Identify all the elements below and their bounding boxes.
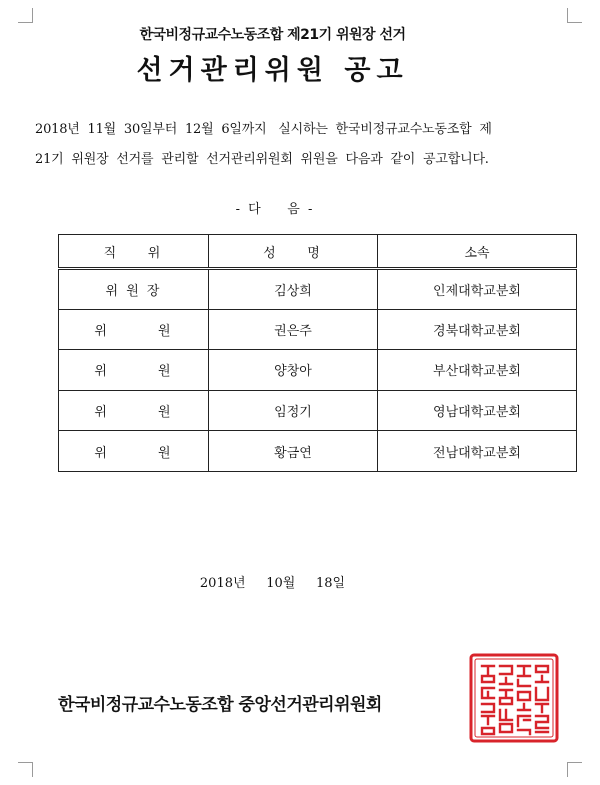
cell-position: 위 원 [59, 309, 209, 350]
header-position: 직 위 [59, 235, 209, 269]
table-header-row [59, 235, 577, 269]
document-subtitle: 한국비정규교수노동조합 제21기 위원장 선거 [139, 27, 406, 43]
crop-mark-top-left [18, 8, 33, 23]
table-row [59, 269, 577, 310]
table-row [59, 431, 577, 472]
cell-affiliation: 전남대학교분회 [378, 431, 577, 472]
header-affiliation: 소속 [378, 235, 577, 269]
cell-position: 위 원 [59, 431, 209, 472]
table-row [59, 309, 577, 350]
crop-mark-bottom-right [567, 762, 582, 777]
paragraph-line-1: 2018년 11월 30일부터 12월 6일까지 실시하는 한국비정규교수노동조합 제 [35, 122, 492, 137]
crop-mark-bottom-left [18, 762, 33, 777]
crop-mark-top-right [567, 8, 582, 23]
committee-members-table [58, 234, 577, 472]
cell-position: 위 원 [59, 350, 209, 391]
table-row [59, 350, 577, 391]
cell-affiliation: 영남대학교분회 [378, 390, 577, 431]
cell-affiliation: 인제대학교분회 [378, 269, 577, 310]
cell-position: 위 원 [59, 390, 209, 431]
cell-name: 양창아 [209, 350, 378, 391]
issuing-organization: 한국비정규교수노동조합 중앙선거관리위원회 [58, 695, 382, 715]
notice-heading: - 다 음 - [235, 202, 315, 217]
official-seal-stamp [468, 652, 560, 744]
cell-name: 임정기 [209, 390, 378, 431]
cell-name: 황금연 [209, 431, 378, 472]
cell-position: 위 원 장 [59, 269, 209, 310]
cell-affiliation: 경북대학교분회 [378, 309, 577, 350]
header-name: 성 명 [209, 235, 378, 269]
cell-name: 김상희 [209, 269, 378, 310]
cell-name: 권은주 [209, 309, 378, 350]
cell-affiliation: 부산대학교분회 [378, 350, 577, 391]
paragraph-line-2: 21기 위원장 선거를 관리할 선거관리위원회 위원을 다음과 같이 공고합니다. [35, 152, 489, 167]
table-row [59, 390, 577, 431]
document-date: 2018년 10월 18일 [199, 576, 346, 591]
document-title: 선거관리위원 공고 [136, 55, 409, 86]
